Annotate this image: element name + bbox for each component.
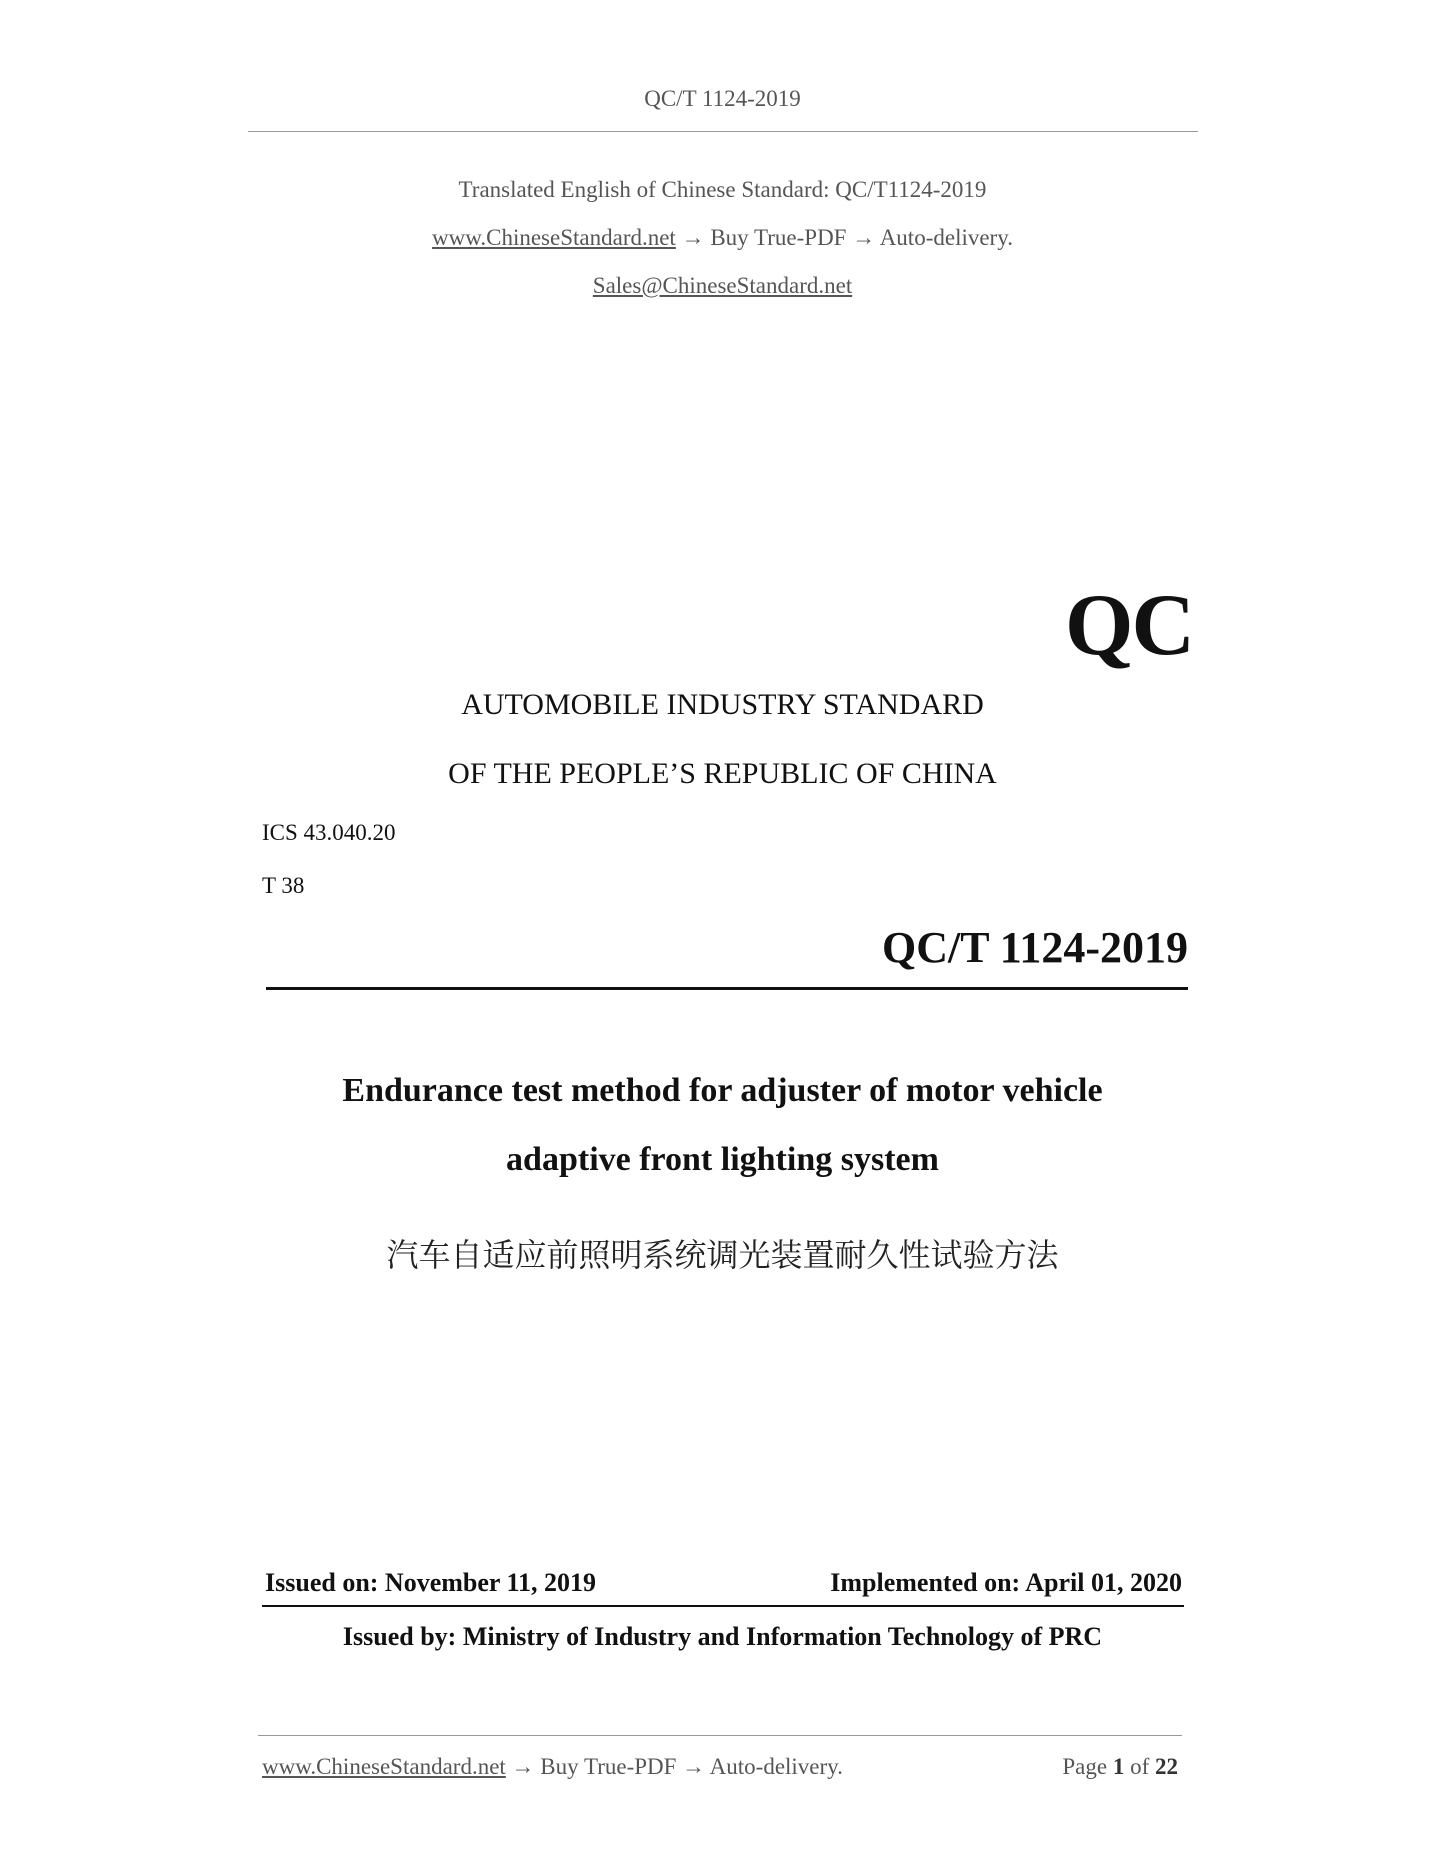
header-divider: [248, 131, 1198, 132]
page-number: 1: [1112, 1754, 1125, 1779]
purchase-text: → Buy True-PDF → Auto-delivery.: [681, 225, 1013, 250]
page-indicator: [1000, 1754, 1178, 1780]
ics-number: ICS 43.040.20: [262, 820, 396, 845]
issued-by: Issued by: Ministry of Industry and Information Technology of PRC: [342, 1622, 1103, 1651]
issue-rule: [262, 1605, 1184, 1607]
issued-on: Issued on: November 11, 2019: [265, 1568, 597, 1597]
footer-purchase-text: → Buy True-PDF → Auto-delivery.: [511, 1754, 843, 1779]
email-line: [0, 273, 1445, 299]
standard-title-line1: AUTOMOBILE INDUSTRY STANDARD: [461, 688, 984, 721]
footer-divider: [258, 1735, 1182, 1736]
document-title-line2: adaptive front lighting system: [506, 1141, 939, 1178]
classification-code: T 38: [262, 873, 305, 898]
website-link[interactable]: www.ChineseStandard.net: [432, 225, 676, 250]
of-label: of: [1130, 1754, 1150, 1779]
email-link[interactable]: Sales@ChineseStandard.net: [592, 273, 853, 298]
translation-notice: Translated English of Chinese Standard: QC/T1124-2019: [458, 177, 987, 202]
document-title-line1: Endurance test method for adjuster of motor vehicle: [342, 1072, 1103, 1109]
standard-title-line2: OF THE PEOPLE’S REPUBLIC OF CHINA: [448, 757, 997, 790]
footer-website-link[interactable]: www.ChineseStandard.net: [262, 1754, 506, 1779]
purchase-line: [0, 225, 1445, 251]
standard-code-rule: [266, 987, 1188, 990]
running-header: QC/T 1124-2019: [644, 86, 801, 111]
page-total: 22: [1155, 1754, 1178, 1779]
page-label: Page: [1062, 1754, 1108, 1779]
qc-logo: QC: [1065, 577, 1193, 674]
implemented-on: Implemented on: April 01, 2020: [830, 1568, 1182, 1597]
chinese-title: 汽车自适应前照明系统调光装置耐久性试验方法: [386, 1236, 1059, 1274]
footer-purchase-line: [262, 1754, 843, 1780]
standard-code: QC/T 1124-2019: [881, 923, 1188, 972]
